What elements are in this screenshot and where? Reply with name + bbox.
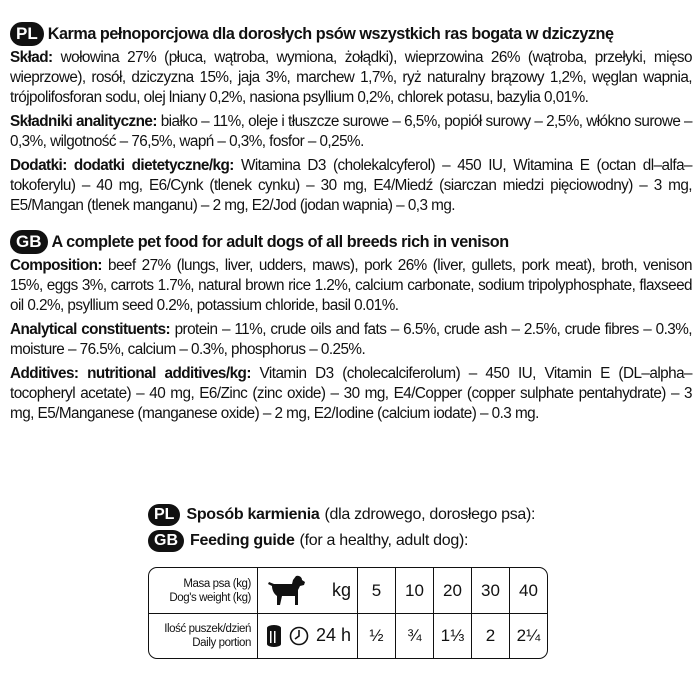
portion-row — [149, 613, 547, 658]
pl-additives: Dodatki: dodatki dietetyczne/kg: Witamina D3 (cholekalcyferol) – 450 IU, Witamina E (octan dl–alfa–tokoferylu) – 40 mg, E6/Cynk (tlenek cynku) – 30 mg, E4/Miedź (siarczan miedzi pięciowodny) – 3 mg, E5/Mangan (tlenek manganu) – 2 mg, E2/Jod (jodan wapnia) – 0,3 mg. — [10, 157, 692, 214]
clock-icon — [289, 626, 309, 646]
gb-additives: Additives: nutritional additives/kg: Vitamin D3 (cholecalciferolum) – 450 IU, Vitamin E (DL–alpha–tocopheryl acetate) – 40 mg, E6/Zinc (zinc oxide) – 30 mg, E4/Copper (copper sulphate pentahydrate) – 3 mg, E5/Manganese (manganese oxide) – 2 mg, E2/Iodine (calcium iodate) – 0.3 mg. — [10, 365, 692, 422]
weight-value: 5 — [357, 568, 395, 613]
portion-value: ¾ — [395, 613, 433, 658]
dog-icon — [266, 574, 306, 608]
weight-label: Masa psa (kg) Dog's weight (kg) — [169, 577, 251, 604]
portion-unit-cell: 24 h — [257, 613, 357, 658]
weight-value: 30 — [471, 568, 509, 613]
portion-value: 2¼ — [509, 613, 547, 658]
pl-analytical: Składniki analityczne: białko – 11%, oleje i tłuszcze surowe – 6,5%, popiół surowy – 2,5%, włókno surowe – 0,3%, wilgotność – 76,5%, wapń – 0,3%, fosfor – 0,25%. — [10, 113, 692, 150]
gb-composition: Composition: beef 27% (lungs, liver, udders, maws), pork 26% (liver, gullets, pork meat), broth, venison 15%, eggs 3%, carrots 1.7%, natural brown rice 1.2%, calcium carbonate, sodium tripolyphosphate, flaxseed oil 0.2%, psyllium seed 0.2%, potassium chloride, basil 0.01%. — [10, 257, 692, 314]
feeding-guide-heading — [148, 502, 535, 554]
portion-label: Ilość puszek/dzień Daily portion — [164, 622, 251, 649]
gb-badge: GB — [10, 230, 48, 254]
pl-title: Karma pełnoporcjowa dla dorosłych psów wszystkich ras bogata w dziczyznę — [47, 24, 614, 43]
gb-title: A complete pet food for adult dogs of all breeds rich in venison — [51, 232, 509, 251]
feeding-table — [148, 567, 548, 659]
label-text — [10, 22, 692, 428]
pl-badge: PL — [10, 22, 44, 46]
weight-value: 40 — [509, 568, 547, 613]
feeding-guide-gb: GB Feeding guide (for a healthy, adult dog): — [148, 528, 535, 554]
can-icon — [266, 624, 282, 648]
weight-row — [149, 568, 547, 614]
portion-value: 1⅓ — [433, 613, 471, 658]
weight-unit-cell: kg — [257, 568, 357, 613]
pl-heading — [10, 22, 692, 46]
feeding-guide-pl: PL Sposób karmienia (dla zdrowego, dorosłego psa): — [148, 502, 535, 528]
weight-value: 20 — [433, 568, 471, 613]
portion-value: 2 — [471, 613, 509, 658]
weight-value: 10 — [395, 568, 433, 613]
portion-value: ½ — [357, 613, 395, 658]
pl-composition: Skład: wołowina 27% (płuca, wątroba, wymiona, żołądki), wieprzowina 26% (wątroba, przełyki, mięso wieprzowe), rosół, dziczyzna 15%, jaja 3%, marchew 1,7%, ryż naturalny brązowy 1,2%, węglan wapnia, trójpolifosforan sodu, olej lniany 0,2%, nasiona psyllium 0,2%, chlorek potasu, bazylia 0,01%. — [10, 49, 692, 106]
gb-analytical: Analytical constituents: protein – 11%, crude oils and fats – 6.5%, crude ash – 2.5%, crude fibres – 0.3%, moisture – 76.5%, calcium – 0.3%, phosphorus – 0.25%. — [10, 321, 692, 358]
gb-heading — [10, 230, 692, 254]
